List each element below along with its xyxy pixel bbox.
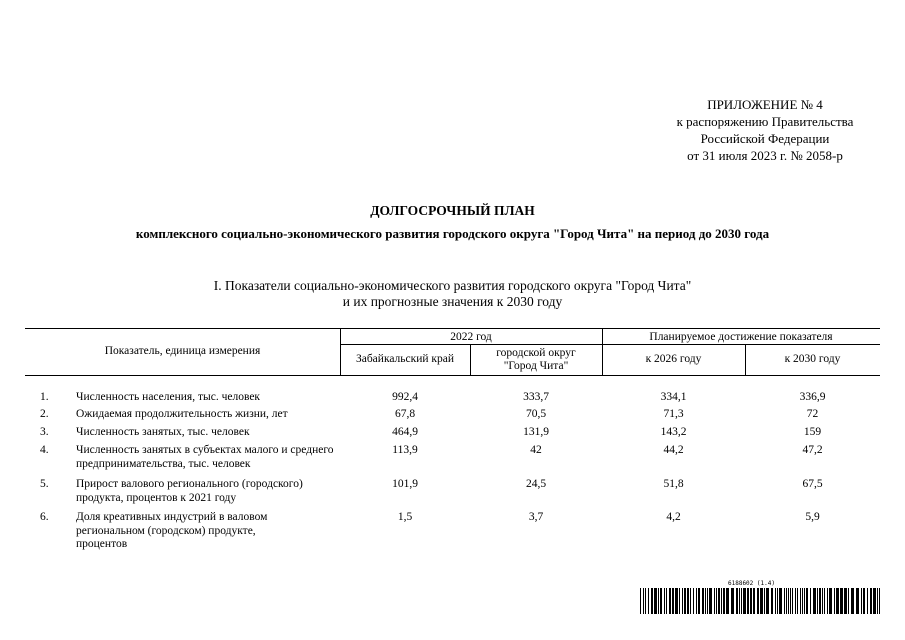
plan-subtitle: комплексного социально-экономического развития городского округа "Город Чита" на период до 2030 года [135,226,770,241]
cell-2026: 334,1 [660,391,687,403]
cell-city: 24,5 [525,478,547,490]
row-indicator: Численность населения, тыс. человек [76,391,261,403]
row-number: 2. [40,408,49,420]
cell-2026: 44,2 [663,444,684,456]
barcode-icon [640,588,880,614]
appendix-date: от 31 июля 2023 г. № 2058-р [687,148,843,163]
table-group-rule [340,344,880,345]
cell-city: 3,7 [528,511,544,523]
cell-region: 464,9 [392,426,418,438]
cell-region: 1,5 [397,511,413,523]
section-title-line: и их прогнозные значения к 2030 году [342,294,563,309]
appendix-title: ПРИЛОЖЕНИЕ № 4 [707,97,823,112]
cell-2026: 4,2 [666,511,681,523]
row-number: 3. [40,426,49,438]
cell-city: 70,5 [525,408,547,420]
table-top-rule [25,328,880,329]
cell-city: 42 [530,444,542,456]
cell-region: 113,9 [392,444,418,456]
section-title [0,278,905,310]
row-indicator: Прирост валового регионального (городского) продукта, процентов к 2021 году [76,478,303,504]
cell-city: 333,7 [523,391,549,403]
header-group-planned: Планируемое достижение показателя [649,331,833,343]
row-number: 4. [40,444,49,456]
section-title-line: I. Показатели социально-экономического развития городского округа "Город Чита" [213,278,692,293]
row-indicator: Численность занятых в субъектах малого и среднего предпринимательства, тыс. человек [76,444,334,470]
header-col-region: Забайкальский край [355,353,455,365]
header-col-city [470,347,602,373]
cell-2026: 51,8 [663,478,684,490]
cell-region: 67,8 [394,408,416,420]
header-indicator: Показатель, единица измерения [104,345,261,357]
cell-2030: 72 [806,408,819,420]
cell-city: 131,9 [523,426,549,438]
appendix-line: к распоряжению Правительства [676,114,854,129]
row-indicator: Численность занятых, тыс. человек [76,426,250,438]
appendix-block [655,96,875,164]
header-col-2026: к 2026 году [645,353,702,365]
cell-2026: 71,3 [663,408,684,420]
appendix-line: Российской Федерации [700,131,830,146]
row-indicator: Доля креативных индустрий в валовом региональном (городском) продукте, процентов [76,511,268,550]
cell-region: 992,4 [392,391,418,403]
cell-2030: 336,9 [799,391,826,403]
header-col-city-line: "Город Чита" [503,360,569,372]
cell-2030: 47,2 [802,444,823,456]
row-number: 6. [40,511,49,523]
cell-2030: 67,5 [802,478,823,490]
table-header-rule [25,375,880,376]
row-indicator: Ожидаемая продолжительность жизни, лет [76,408,288,420]
row-number: 5. [40,478,49,490]
row-number: 1. [40,391,49,403]
cell-2030: 5,9 [805,511,820,523]
plan-title: ДОЛГОСРОЧНЫЙ ПЛАН [370,203,535,218]
header-col-2030: к 2030 году [784,353,841,365]
cell-region: 101,9 [392,478,418,490]
header-group-2022: 2022 год [450,331,492,343]
barcode-code: 6188602 (1.4) [728,580,775,587]
cell-2030: 159 [803,426,822,438]
cell-2026: 143,2 [660,426,687,438]
header-col-city-line: городской округ [496,347,576,359]
